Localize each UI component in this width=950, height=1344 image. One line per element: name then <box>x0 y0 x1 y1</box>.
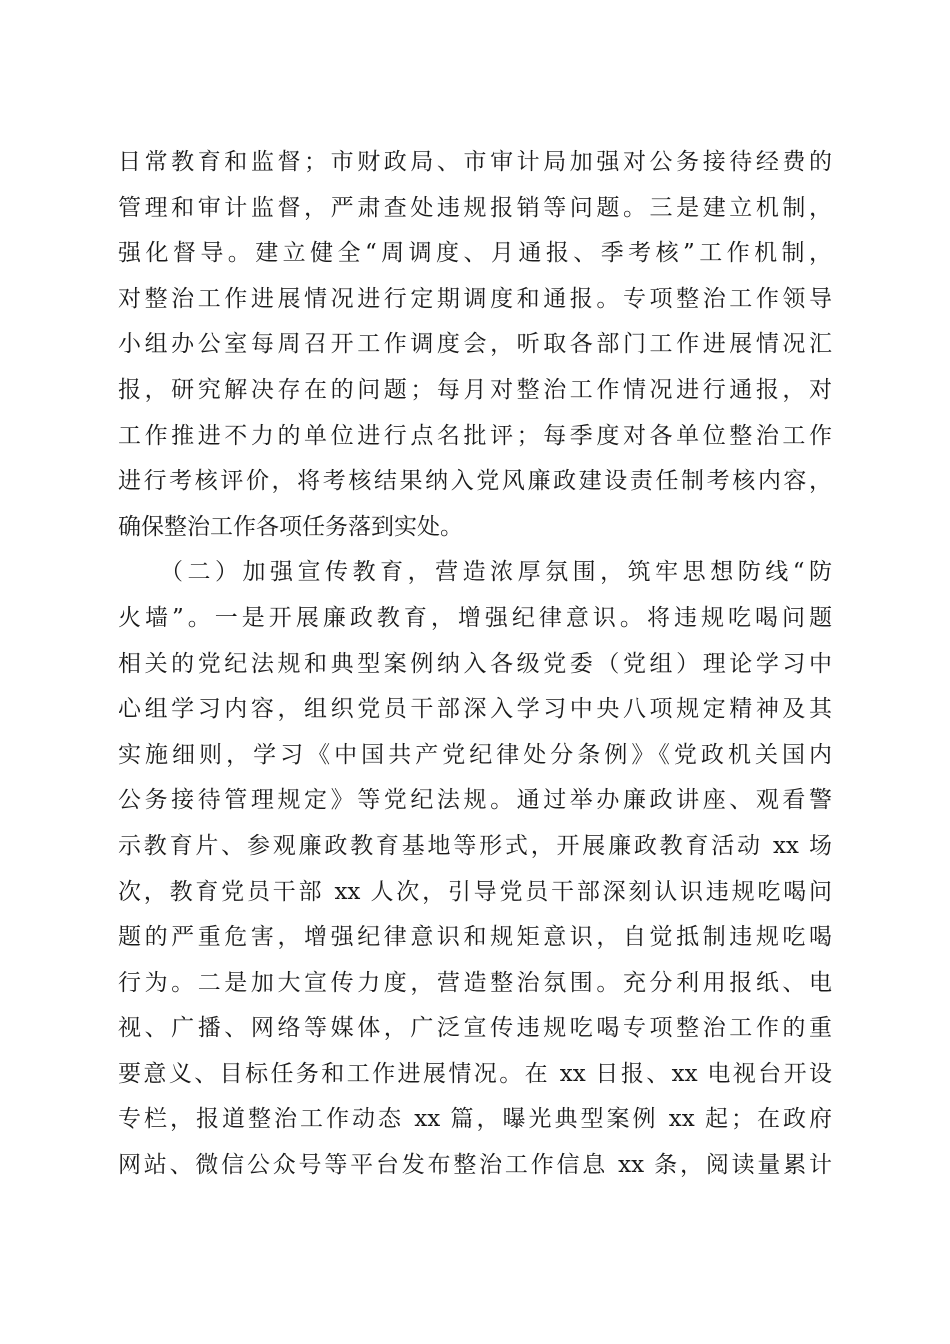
body-line: 报，研究解决存在的问题；每月对整治工作情况进行通报，对 <box>118 376 832 403</box>
body-line: 管理和审计监督，严肃查处违规报销等问题。三是建立机制， <box>118 194 832 221</box>
body-line: 视、广播、网络等媒体，广泛宣传违规吃喝专项整治工作的重 <box>118 1015 832 1042</box>
body-line: 火墙”。一是开展廉政教育，增强纪律意识。将违规吃喝问题 <box>118 604 832 631</box>
body-line: 对整治工作进展情况进行定期调度和通报。专项整治工作领导 <box>118 285 832 312</box>
body-line: 公务接待管理规定》等党纪法规。通过举办廉政讲座、观看警 <box>118 787 832 814</box>
body-line: 专栏，报道整治工作动态 xx 篇，曝光典型案例 xx 起；在政府 <box>118 1106 832 1133</box>
body-line: 心组学习内容，组织党员干部深入学习中央八项规定精神及其 <box>118 696 832 723</box>
body-line: 示教育片、参观廉政教育基地等形式，开展廉政教育活动 xx 场 <box>118 832 832 859</box>
body-line: 要意义、目标任务和工作进展情况。在 xx 日报、xx 电视台开设 <box>118 1060 832 1087</box>
body-line: 行为。二是加大宣传力度，营造整治氛围。充分利用报纸、电 <box>118 969 832 996</box>
body-line: 网站、微信公众号等平台发布整治工作信息 xx 条，阅读量累计 <box>118 1152 832 1179</box>
body-line: 相关的党纪法规和典型案例纳入各级党委（党组）理论学习中 <box>118 650 832 677</box>
section-heading-line: （二）加强宣传教育，营造浓厚氛围，筑牢思想防线“防 <box>160 559 832 586</box>
document-body <box>118 140 832 1189</box>
body-line: 日常教育和监督；市财政局、市审计局加强对公务接待经费的 <box>118 149 832 175</box>
body-line: 次，教育党员干部 xx 人次，引导党员干部深刻认识违规吃喝问 <box>118 878 832 905</box>
body-line: 工作推进不力的单位进行点名批评；每季度对各单位整治工作 <box>118 422 832 449</box>
body-line: 实施细则，学习《中国共产党纪律处分条例》《党政机关国内 <box>118 741 832 768</box>
body-line: 小组办公室每周召开工作调度会，听取各部门工作进展情况汇 <box>118 331 832 358</box>
body-line: 进行考核评价，将考核结果纳入党风廉政建设责任制考核内容， <box>118 468 832 495</box>
body-line: 题的严重危害，增强纪律意识和规矩意识，自觉抵制违规吃喝 <box>118 924 832 951</box>
body-line: 确保整治工作各项任务落到实处。 <box>118 513 463 540</box>
body-line: 强化督导。建立健全“周调度、月通报、季考核”工作机制， <box>118 240 832 267</box>
